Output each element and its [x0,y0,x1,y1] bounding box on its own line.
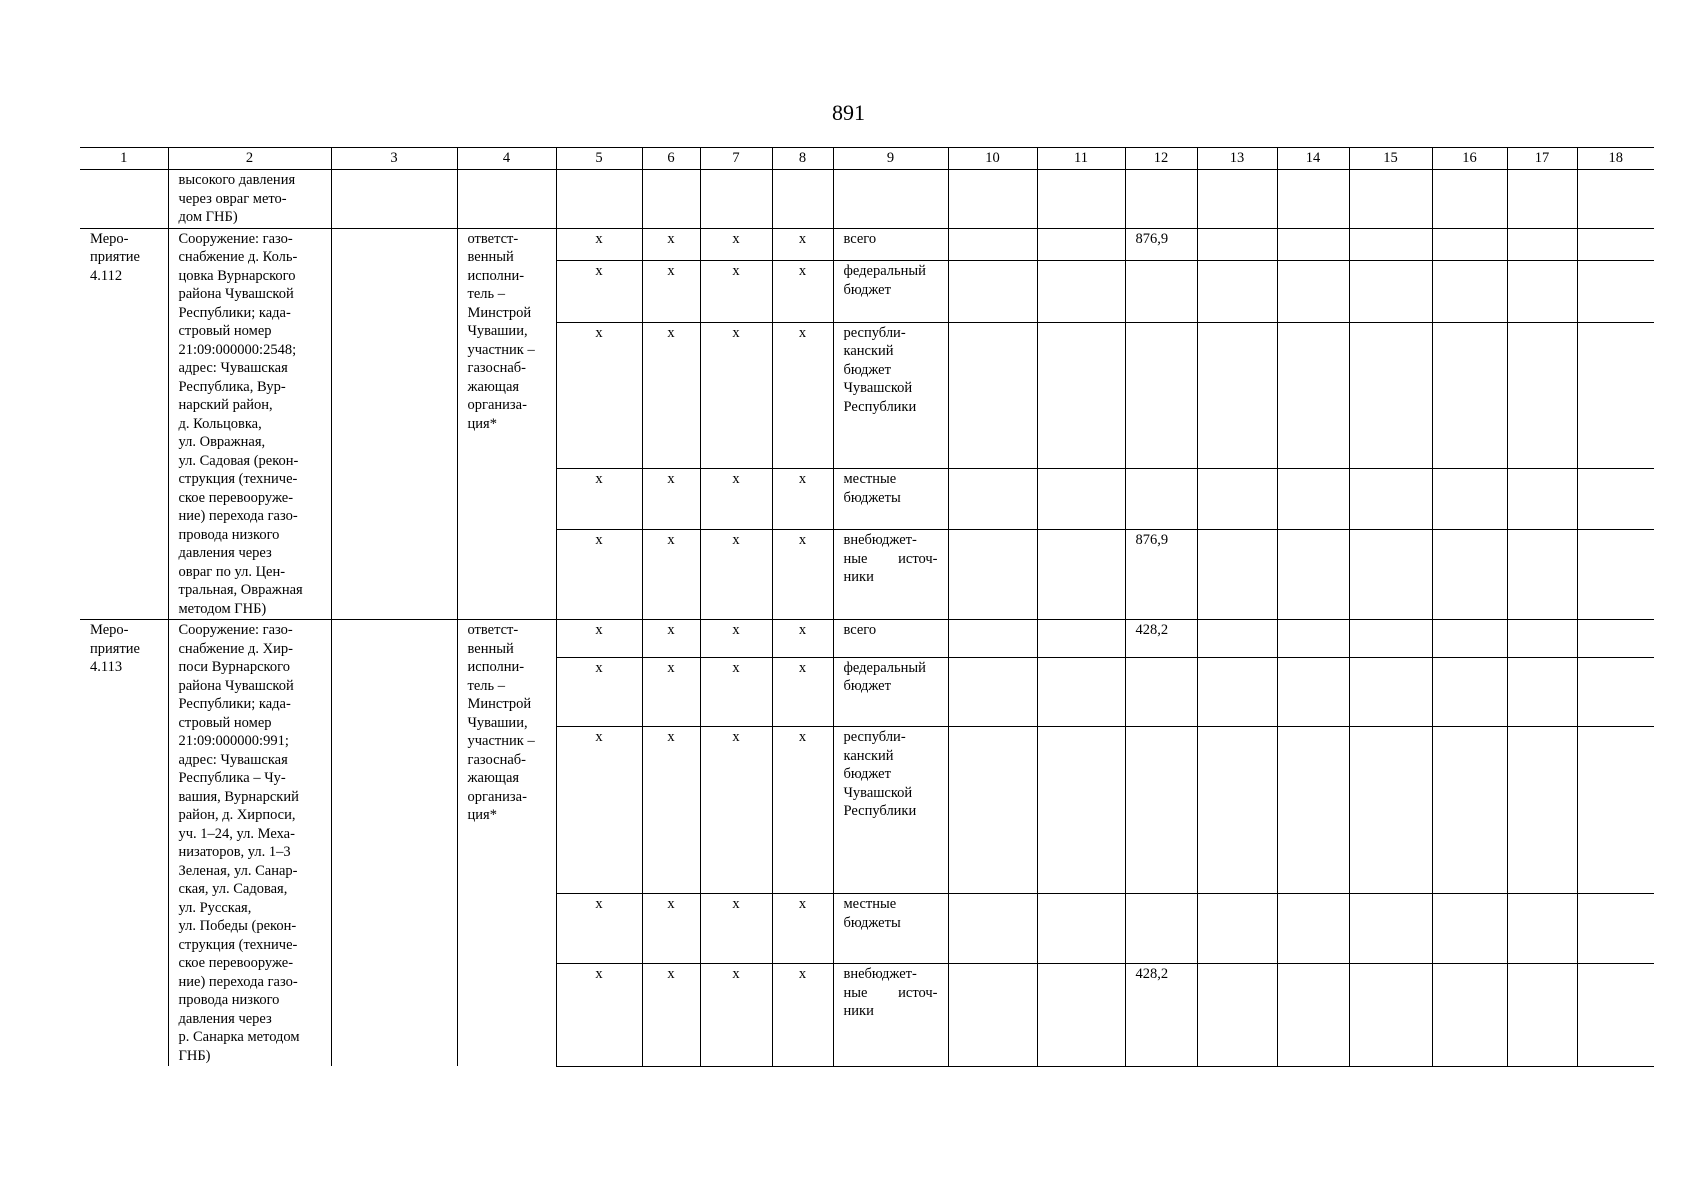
cell-line: Минстрой [467,696,532,712]
table-cell [1577,964,1654,1066]
column-header: 2 [168,148,331,170]
col-6-value: х [642,322,700,468]
column-header: 14 [1277,148,1349,170]
cell-line: Меро- [90,622,129,638]
table-cell [1432,261,1507,322]
funding-row [80,620,1654,658]
cell-line: исполни- [467,659,525,675]
col-8-value: х [772,964,833,1066]
cell-line: давления через [178,1010,272,1027]
table-cell [948,530,1037,620]
table-cell [1432,894,1507,964]
col-12-value [1125,322,1197,468]
table-cell [948,170,1037,229]
col-6-value: х [642,469,700,530]
col-5-value: х [556,727,642,894]
col-7-value: х [700,261,772,322]
table-cell [948,469,1037,530]
cell-line: вашия, Вурнарский [178,788,299,805]
funding-source: всего [833,228,948,261]
cell-line: ская, ул. Садовая, [178,881,288,897]
cell-line: Республика – Чу- [178,770,286,786]
table-cell [1197,894,1277,964]
funding-source: внебюджет-ные источ-ники [833,530,948,620]
table-cell [1037,170,1125,229]
table-cell [1432,322,1507,468]
table-cell [1507,657,1577,727]
cell-line: давления через [178,545,272,561]
cell-line: Сооружение: газо- [178,230,293,247]
table-cell [1277,322,1349,468]
column-header: 15 [1349,148,1432,170]
col-8-value: х [772,530,833,620]
cell-line: адрес: Чувашская [178,751,288,768]
table-cell [833,170,948,229]
table-cell [1037,530,1125,620]
table-cell [1349,894,1432,964]
col-6-value: х [642,657,700,727]
table-cell [1432,657,1507,727]
funding-source: республи-канский бюджет Чувашской Республики [833,727,948,894]
continuation-row [80,170,1654,229]
table-cell [1507,322,1577,468]
table-cell [1577,322,1654,468]
cell-line: организа- [467,397,527,413]
cell-line: поси Вурнарского [178,659,290,675]
table-cell [1197,469,1277,530]
table-cell [1507,228,1577,261]
table-cell [1432,228,1507,261]
cell-line: 21:09:000000:2548; [178,341,297,358]
table-cell [948,620,1037,658]
activity-name [168,228,331,620]
table-cell [1197,727,1277,894]
table-cell [556,170,642,229]
col-6-value: х [642,894,700,964]
cell-line: тель – [467,286,505,302]
table-cell [1037,322,1125,468]
funding-source: республи-канский бюджет Чувашской Республики [833,322,948,468]
cell-line: ние) перехода газо- [178,508,298,524]
table-cell [948,261,1037,322]
activity-name-continued [168,170,331,229]
cell-line: венный [467,249,514,265]
cell-line: Меро- [90,230,129,247]
table-cell [1037,727,1125,894]
col-5-value: х [556,620,642,658]
column-header: 6 [642,148,700,170]
col-7-value: х [700,530,772,620]
col-8-value: х [772,620,833,658]
col-5-value: х [556,469,642,530]
executor [457,620,556,1067]
cell-line: уч. 1–24, ул. Меха- [178,825,295,842]
col-5-value: х [556,322,642,468]
cell-line: ция* [467,807,497,823]
cell-line: приятие [90,249,140,265]
cell-line: тральная, Овражная [178,582,303,598]
table-cell [1349,620,1432,658]
col-12-value [1125,469,1197,530]
table-cell [331,170,457,229]
cell-line: Республика, Вур- [178,378,286,395]
cell-line: струкция (техниче- [178,936,298,953]
col-7-value: х [700,469,772,530]
table-cell [1349,727,1432,894]
funding-source: всего [833,620,948,658]
activities-table [80,147,1654,1067]
table-cell [1577,657,1654,727]
col-12-value: 876,9 [1125,530,1197,620]
cell-line: участник – [467,733,535,749]
cell-line: участник – [467,341,535,358]
cell-line: нарский район, [178,397,273,413]
funding-row [80,228,1654,261]
cell-line: снабжение д. Коль- [178,249,298,265]
col-8-value: х [772,322,833,468]
cell-line: ул. Садовая (рекон- [178,452,299,469]
col-12-value: 876,9 [1125,228,1197,261]
col-6-value: х [642,228,700,261]
page-number: 891 [832,100,865,125]
cell-line: район, д. Хирпоси, [178,807,296,823]
table-cell [1507,964,1577,1066]
table-cell [1197,530,1277,620]
column-header: 13 [1197,148,1277,170]
table-cell [1349,964,1432,1066]
col-5-value: х [556,894,642,964]
table-cell [1197,657,1277,727]
table-cell [1349,322,1432,468]
table-cell [1197,964,1277,1066]
table-cell [1577,469,1654,530]
table-cell [1432,469,1507,530]
cell-line: газоснаб- [467,360,526,376]
cell-line: 4.113 [90,659,123,675]
col-7-value: х [700,322,772,468]
col-12-value [1125,727,1197,894]
col-5-value: х [556,657,642,727]
column-header: 7 [700,148,772,170]
table-cell [772,170,833,229]
cell-line: стровый номер [178,323,272,339]
cell-line: струкция (техниче- [178,471,298,487]
activity-id [80,228,168,620]
cell-line: ция* [467,415,497,432]
cell-line: Сооружение: газо- [178,622,293,638]
table-cell [1037,964,1125,1066]
cell-line: высокого давления [178,172,296,188]
col-8-value: х [772,657,833,727]
funding-source: федеральный бюджет [833,261,948,322]
table-cell [1507,894,1577,964]
table-cell [1125,170,1197,229]
cell-line: Чувашии, [467,323,528,339]
table-cell [948,228,1037,261]
table-cell [1507,469,1577,530]
col-5-value: х [556,261,642,322]
column-header: 17 [1507,148,1577,170]
col-5-value: х [556,964,642,1066]
cell-line: Республики; када- [178,696,291,712]
table-cell [1432,530,1507,620]
table-cell [1037,228,1125,261]
col-12-value: 428,2 [1125,620,1197,658]
col-6-value: х [642,261,700,322]
cell-line: д. Кольцовка, [178,415,262,432]
col-12-value [1125,894,1197,964]
col-6-value: х [642,727,700,894]
table-cell [700,170,772,229]
table-cell [1277,657,1349,727]
table-cell [1432,964,1507,1066]
col-8-value: х [772,261,833,322]
table-cell [457,170,556,229]
table-cell [1577,228,1654,261]
table-cell [1197,170,1277,229]
col-12-value [1125,657,1197,727]
column-header: 8 [772,148,833,170]
cell-line: района Чувашской [178,677,294,694]
table-cell [1432,170,1507,229]
table-cell [1277,261,1349,322]
col-7-value: х [700,894,772,964]
cell-line: 21:09:000000:991; [178,733,289,749]
column-header: 11 [1037,148,1125,170]
activity-id [80,620,168,1067]
table-cell [1277,170,1349,229]
cell-line: 4.112 [90,267,123,284]
col-7-value: х [700,727,772,894]
cell-line: Чувашии, [467,714,528,731]
cell-line: района Чувашской [178,286,294,302]
table-cell [1037,261,1125,322]
table-cell [1037,657,1125,727]
funding-source: внебюджет-ные источ-ники [833,964,948,1066]
table-cell [1277,727,1349,894]
table-cell [80,170,168,229]
table-cell [948,322,1037,468]
table-cell [1349,261,1432,322]
col-7-value: х [700,620,772,658]
table-cell [1349,170,1432,229]
table-cell [948,894,1037,964]
table-cell [1277,964,1349,1066]
cell-line: ние) перехода газо- [178,973,298,990]
table-cell [948,727,1037,894]
table-cell [1277,894,1349,964]
table-cell [1197,620,1277,658]
cell-line: низаторов, ул. 1–3 [178,844,291,860]
column-header: 16 [1432,148,1507,170]
column-header: 5 [556,148,642,170]
cell-line: ответст- [467,230,519,247]
cell-line: газоснаб- [467,751,526,768]
table-cell [1277,469,1349,530]
cell-line: приятие [90,640,140,657]
column-header: 9 [833,148,948,170]
col-7-value: х [700,657,772,727]
cell-line: Зеленая, ул. Санар- [178,862,298,879]
table-cell [1197,228,1277,261]
executor [457,228,556,620]
cell-line: методом ГНБ) [178,600,267,617]
cell-line: р. Санарка методом [178,1029,300,1045]
table-cell [1577,261,1654,322]
table-cell [1197,322,1277,468]
cell-line: адрес: Чувашская [178,360,288,376]
column-3-cell [331,228,457,620]
cell-line: исполни- [467,267,525,284]
table-cell [1197,261,1277,322]
table-cell [1507,261,1577,322]
cell-line: ское перевооруже- [178,489,294,506]
funding-source: местные бюджеты [833,469,948,530]
cell-line: тель – [467,677,505,694]
cell-line: ское перевооруже- [178,955,294,971]
col-8-value: х [772,894,833,964]
cell-line: ответст- [467,622,519,638]
table-cell [1432,727,1507,894]
col-12-value: 428,2 [1125,964,1197,1066]
table-cell [1577,170,1654,229]
cell-line: снабжение д. Хир- [178,640,293,657]
col-8-value: х [772,228,833,261]
table-cell [1577,894,1654,964]
cell-line: провода низкого [178,992,280,1008]
col-6-value: х [642,530,700,620]
activity-name [168,620,331,1067]
table-cell [1037,469,1125,530]
cell-line: жающая [467,770,520,786]
header-row [80,148,1654,170]
funding-source: федеральный бюджет [833,657,948,727]
column-header: 4 [457,148,556,170]
table-cell [642,170,700,229]
cell-line: ул. Овражная, [178,434,266,450]
column-header: 18 [1577,148,1654,170]
table-cell [948,964,1037,1066]
table-cell [1507,170,1577,229]
col-5-value: х [556,530,642,620]
table-cell [1349,469,1432,530]
table-cell [1577,620,1654,658]
col-5-value: х [556,228,642,261]
cell-line: цовка Вурнарского [178,267,296,284]
table-cell [1507,530,1577,620]
column-header: 1 [80,148,168,170]
table-cell [1277,228,1349,261]
table-cell [1507,727,1577,894]
column-header: 12 [1125,148,1197,170]
table-cell [1349,228,1432,261]
col-7-value: х [700,964,772,1066]
cell-line: ул. Победы (рекон- [178,918,297,934]
table-cell [1507,620,1577,658]
cell-line: ул. Русская, [178,899,252,916]
cell-line: через овраг мето- [178,190,287,207]
col-12-value [1125,261,1197,322]
cell-line: дом ГНБ) [178,209,238,225]
cell-line: стровый номер [178,714,272,731]
funding-source: местные бюджеты [833,894,948,964]
col-8-value: х [772,727,833,894]
col-6-value: х [642,620,700,658]
column-3-cell [331,620,457,1067]
col-7-value: х [700,228,772,261]
cell-line: Минстрой [467,304,532,321]
table-cell [1349,530,1432,620]
table-cell [1432,620,1507,658]
column-header: 10 [948,148,1037,170]
table-cell [1277,530,1349,620]
cell-line: овраг по ул. Цен- [178,563,286,580]
cell-line: провода низкого [178,526,280,543]
col-8-value: х [772,469,833,530]
table-cell [1577,530,1654,620]
table-cell [1037,894,1125,964]
table-cell [1277,620,1349,658]
cell-line: жающая [467,378,520,395]
cell-line: венный [467,640,514,657]
cell-line: организа- [467,788,527,805]
cell-line: Республики; када- [178,304,291,321]
table-cell [948,657,1037,727]
column-header: 3 [331,148,457,170]
col-6-value: х [642,964,700,1066]
table-cell [1037,620,1125,658]
table-cell [1577,727,1654,894]
cell-line: ГНБ) [178,1047,211,1064]
table-cell [1349,657,1432,727]
